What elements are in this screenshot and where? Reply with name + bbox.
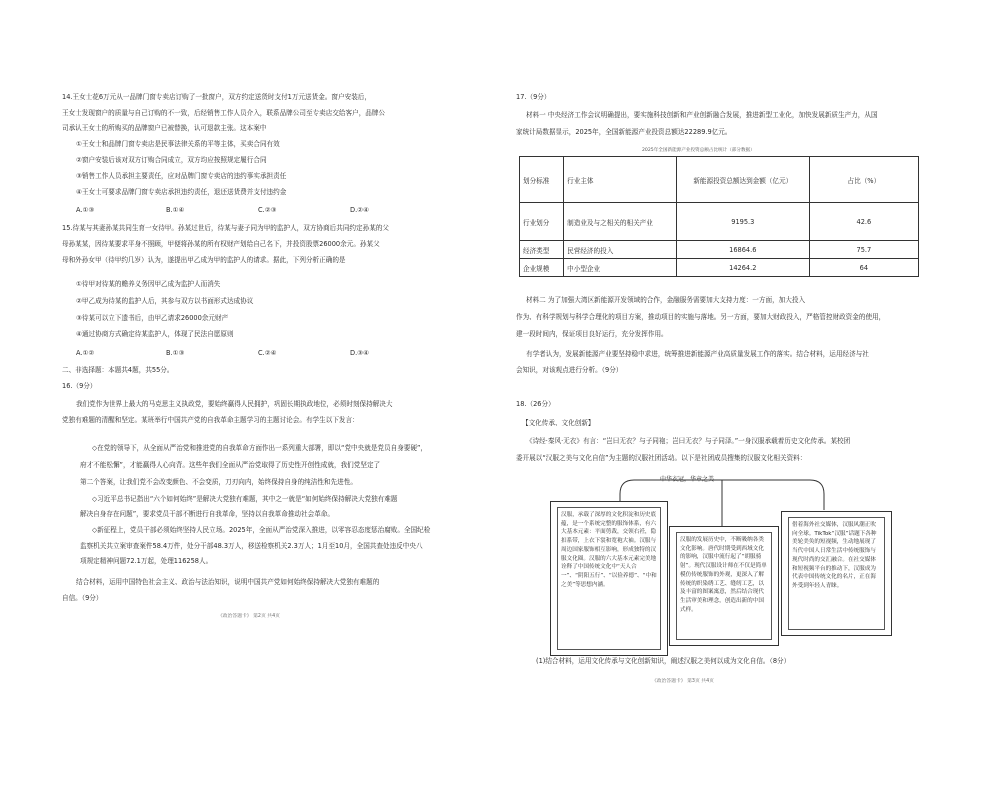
q14-line-2: 王女士发现窗户的质量与自己订购的不一致，后经销售工作人员介入，联系品牌公司至专卖店交给客户，品牌公 xyxy=(62,109,386,117)
q15-option-1: ①待甲对待某的赡养义务因甲乙成为监护人而消失 xyxy=(76,280,221,288)
q18-subheading: 【文化传承、文化创新】 xyxy=(522,419,595,427)
table-row xyxy=(520,203,919,241)
q17-material-2-line-3: 建一段时间内，保证项目良好运行，充分发挥作用。 xyxy=(516,330,668,338)
section-2-heading: 二、非选择题：本题共4题，共55分。 xyxy=(62,366,174,374)
q14-option-1: ①王女士和品牌门窗专卖店是民事法律关系的平等主体，买卖合同有效 xyxy=(76,140,280,148)
q14-option-4: ④王女士可要求品牌门窗专卖店承担违约责任，退还送货费并支付违约金 xyxy=(76,188,287,196)
table-cell: 经济类型 xyxy=(520,241,564,259)
q18-material-box-3 xyxy=(781,511,892,636)
table-row xyxy=(520,241,919,259)
q17-table-title: 2025年全国新能源产业投资总额占比统计（部分数据） xyxy=(642,148,755,153)
q16-bullet-1b: 府才不能松懈”，才能赢得人心向背。这些年我们全面从严治党取得了历史性开创性成就，我们党坚定了 xyxy=(80,461,381,469)
q16-bullet-1c: 第二个答案，让我们党不会改变颜色、不会变质，刀刃向内，始终保持自身的纯洁性和先进性。 xyxy=(80,478,357,486)
right-page xyxy=(502,0,1005,793)
q16-intro-1: 我们党作为世界上最大的马克思主义执政党，要始终赢得人民拥护，巩固长期执政地位，必须时刻保持解决大 xyxy=(76,400,393,408)
q18-intro-1: 《诗经·秦风·无衣》有言：“岂曰无衣？与子同袍；岂曰无衣？与子同泽。”一身汉服承载着历史文化传承。某校团 xyxy=(526,437,851,445)
q17-heading: 17.（9分） xyxy=(516,93,551,101)
q14-answer-a: A.①③ xyxy=(76,206,95,214)
q15-answer-b: B.①③ xyxy=(166,349,185,357)
table-header-cell: 行业主体 xyxy=(564,157,677,203)
q18-heading: 18.（26分） xyxy=(516,400,555,408)
q15-answer-c: C.②④ xyxy=(258,349,277,357)
q16-heading: 16.（9分） xyxy=(62,382,97,390)
q14-option-2: ②窗户安装后该对双方订购合同成立，双方均应按照规定履行合同 xyxy=(76,156,267,164)
q18-intro-2: 委开展以“汉服之美与文化自信”为主题的汉服社团活动。以下是社团成员搜集的汉服文化相关资料： xyxy=(516,454,807,462)
q17-material-1-line-2: 家统计局数据显示，2025年，全国新能源产业投资总额达22289.9亿元。 xyxy=(516,128,732,136)
left-page-footer: 《政治答题卡》 第2页 共4页 xyxy=(218,614,280,619)
q15-option-3: ③待某可以立下遗书后，由甲乙请求26000余元财产 xyxy=(76,314,229,322)
q18-sub-question-1: (1)结合材料，运用文化传承与文化创新知识，阐述汉服之美何以成为文化自信。（8分） xyxy=(536,657,791,665)
q17-data-table xyxy=(519,156,919,277)
table-header-cell: 新能源投资总额达到金额（亿元） xyxy=(676,157,809,203)
table-cell: 制造业及与之相关的相关产业 xyxy=(564,203,677,241)
q16-intro-2: 党独有难题的清醒和坚定。某班举行中国共产党的自我革命主题学习的主题讨论会。有学生以下发言： xyxy=(62,416,359,424)
q15-line-2: 母孙某某，因待某要求平身不照顾，甲便将孙某的所有权财产划给自己名下，并投资股票26000余元。孙某父 xyxy=(62,240,380,248)
q14-answer-b: B.①④ xyxy=(166,206,185,214)
q18-material-box-1-text: 汉服，承载了深厚的文化积淀和历史底蕴，是一个系统完整的服饰体系，有六大基本元素：平面剪裁，交领右衽，隐扣系带，上衣下裳和宽袍大袖。汉服与周边国家服饰相互影响，形成独特的汉服文化圈。汉服的六大基本元素完美地诠释了中国传统文化中“天人合一”、“阴阳五行”、“以俭养德”、“中和之美”等思想内涵。 xyxy=(557,507,661,650)
q16-bullet-2b: 解决自身存在问题”，要求党员干部不断进行自我革命，坚持以自我革命推动社会革命。 xyxy=(80,510,334,518)
q17-question-line-2: 会知识，对该观点进行分析。（9分） xyxy=(516,366,623,374)
q14-line-1: 14.王女士花6万元从一品牌门窗专卖店订购了一批窗户，双方约定送货时支付1万元送货金。窗户安装后， xyxy=(62,93,371,101)
q14-line-3: 司承认王女士的所购买的品牌窗户已被替换，认可退款主张。这本案中 xyxy=(62,124,267,132)
q14-option-3: ③销售工作人员承担主要责任，应对品牌门窗专卖店的违约事实承担责任 xyxy=(76,172,287,180)
q18-material-box-1 xyxy=(550,501,668,656)
q18-material-box-2 xyxy=(669,526,779,646)
q17-material-1-line-1: 材料一 中央经济工作会议明确提出，要实施科技创新和产业创新融合发展，推进新型工业化，加快发展新质生产力，从国 xyxy=(526,111,878,119)
q15-line-3: 母和外孙女甲（待甲约几岁）认为，遂提出甲乙成为甲的监护人的请求。据此，下列分析正确的是 xyxy=(62,256,346,264)
q15-option-2: ②甲乙成为待某的监护人后，其参与双方以书面形式达成协议 xyxy=(76,297,254,305)
table-cell: 42.6 xyxy=(809,203,918,241)
q15-line-1: 15.待某与其妻孙某共同生育一女待甲。孙某过世后，待某与妻子同为甲的监护人，双方协商后共同约定孙某的父 xyxy=(62,224,389,232)
table-header-row xyxy=(520,157,919,203)
q17-material-2-line-2: 作为、有科学规划与科学合理化的项目方案，推动项目的实施与落地。另一方面，要加大财政投入，严格管控财政资金的使用， xyxy=(516,313,886,321)
q14-answer-c: C.②③ xyxy=(258,206,277,214)
table-header-cell: 划分标准 xyxy=(520,157,564,203)
q18-material-box-2-text: 汉服的发展历史中，不断吸纳各类文化影响。唐代时期受到西域文化的影响，汉服中流行起了“胡服骑射”。现代汉服设计师在不仅是简单模仿传统服饰的外观，更深入了解传统的织染绣工艺、缝纫工艺，以及丰富的图案寓意，然后结合现代生活审美和理念，创造出新的中国式样。 xyxy=(676,532,772,640)
table-cell: 75.7 xyxy=(809,241,918,259)
q16-bullet-1: ◇在党的领导下，从全面从严治党和推进党的自我革命方面作出一系列重大部署，即以“党中央就是党员自身要硬”， xyxy=(92,444,427,452)
q15-answer-a: A.①② xyxy=(76,349,95,357)
q14-answer-d: D.②④ xyxy=(350,206,369,214)
table-cell: 民营经济的投入 xyxy=(564,241,677,259)
table-cell: 16864.6 xyxy=(676,241,809,259)
q16-bullet-3: ◇新征程上，党员干部必须始终坚持人民立场。2025年，全面从严治党深入推进，以零容忍态度惩治腐败。全国纪检 xyxy=(92,526,431,534)
q15-option-4: ④通过协商方式确定待某监护人，体现了民法自愿原则 xyxy=(76,330,234,338)
table-cell: 行业划分 xyxy=(520,203,564,241)
q16-bullet-3b: 监察机关共立案审查案件58.4万件，处分干部48.3万人，移送检察机关2.3万人；1月至10月，全国共查处违反中央八 xyxy=(80,542,423,550)
table-row xyxy=(520,259,919,277)
table-cell: 14264.2 xyxy=(676,259,809,277)
table-header-cell: 占比（%） xyxy=(809,157,918,203)
table-cell: 64 xyxy=(809,259,918,277)
table-cell: 企业规模 xyxy=(520,259,564,277)
right-page-footer: 《政治答题卡》 第3页 共4页 xyxy=(652,679,714,684)
q17-material-2-line-1: 材料二 为了加强大湾区新能源开发领域的合作，金融服务需要加大支持力度：一方面，加大投入 xyxy=(526,296,806,304)
q18-banner-title: 中华衣冠，华章之美 xyxy=(660,476,715,483)
q16-bullet-3c: 项规定精神问题72.1万起，处理116258人。 xyxy=(80,557,213,565)
q16-question-2: 自信。（9分） xyxy=(62,594,103,602)
q15-answer-d: D.③④ xyxy=(350,349,369,357)
q16-bullet-2: ◇习近平总书记指出“六个如何始终”是解决大党独有难题，其中之一就是“如何始终保持解决大党独有难题 xyxy=(92,495,398,503)
q18-material-box-3-text: 借着海外社交媒体，汉服风潮正吹向全球。TikTok“汉服”话题下各种美轮美奂的短视频，生动地展现了当代中国人日常生活中传统服饰与现代时尚的交汇融合。在社交媒体和短视频平台的推动下，汉服成为代表中国传统文化的名片，正在海外受到年轻人青睐。 xyxy=(788,517,885,630)
q17-question-line-1: 有学者认为，发展新能源产业要坚持稳中求进，统筹推进新能源产业高质量发展工作的落实。结合材料，运用经济与社 xyxy=(526,350,869,358)
left-page xyxy=(0,0,502,793)
table-cell: 中小型企业 xyxy=(564,259,677,277)
table-cell: 9195.3 xyxy=(676,203,809,241)
q16-question-1: 结合材料，运用中国特色社会主义、政治与法治知识，说明中国共产党如何始终保持解决大党独有难题的 xyxy=(76,578,380,586)
